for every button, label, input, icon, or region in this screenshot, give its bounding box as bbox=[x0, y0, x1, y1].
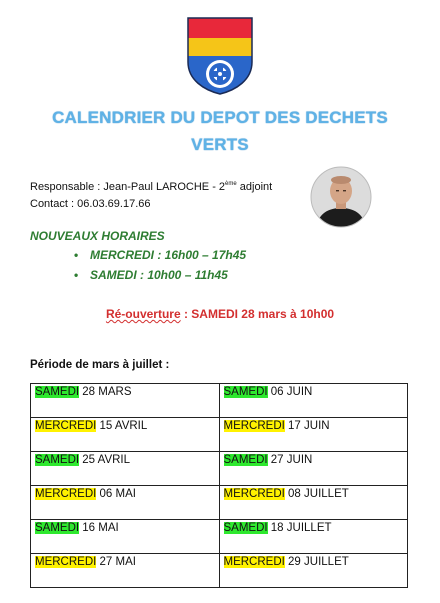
schedule-table bbox=[30, 383, 408, 588]
table-row bbox=[31, 554, 408, 588]
hours-item-text: SAMEDI : 10h00 – 11h45 bbox=[90, 268, 228, 282]
date-label: 18 JUILLET bbox=[267, 522, 332, 534]
date-label: 08 JUILLET bbox=[284, 488, 349, 500]
day-label: MERCREDI bbox=[223, 556, 285, 568]
hours-item-mercredi bbox=[74, 248, 246, 262]
schedule-cell bbox=[219, 486, 408, 520]
table-row bbox=[31, 418, 408, 452]
day-label: SAMEDI bbox=[223, 454, 268, 466]
page-title-line-1: CALENDRIER DU DEPOT DES DECHETS bbox=[52, 108, 388, 127]
day-label: SAMEDI bbox=[223, 386, 268, 398]
day-label: MERCREDI bbox=[223, 420, 285, 432]
person-photo bbox=[310, 166, 372, 228]
responsible-prefix: Responsable : Jean-Paul LAROCHE - 2 bbox=[30, 181, 226, 193]
day-label: SAMEDI bbox=[35, 522, 80, 534]
date-label: 28 MARS bbox=[79, 386, 132, 398]
date-label: 27 JUIN bbox=[267, 454, 313, 466]
reopening-notice bbox=[0, 307, 440, 321]
table-row bbox=[31, 452, 408, 486]
date-label: 15 AVRIL bbox=[96, 420, 148, 432]
day-label: SAMEDI bbox=[223, 522, 268, 534]
date-label: 29 JUILLET bbox=[284, 556, 349, 568]
day-label: MERCREDI bbox=[35, 420, 97, 432]
day-label: MERCREDI bbox=[35, 556, 97, 568]
schedule-cell bbox=[219, 384, 408, 418]
date-label: 25 AVRIL bbox=[79, 454, 131, 466]
page-title-line-2: VERTS bbox=[191, 135, 249, 154]
schedule-cell bbox=[31, 384, 220, 418]
schedule-cell bbox=[31, 452, 220, 486]
schedule-cell bbox=[219, 520, 408, 554]
date-label: 17 JUIN bbox=[284, 420, 330, 432]
reopening-text: : SAMEDI 28 mars à 10h00 bbox=[180, 307, 335, 321]
responsible-suffix: adjoint bbox=[236, 181, 273, 193]
bullet-icon: • bbox=[74, 268, 79, 282]
date-label: 06 JUIN bbox=[267, 386, 313, 398]
responsible-line bbox=[30, 181, 272, 193]
date-label: 27 MAI bbox=[96, 556, 136, 568]
schedule-cell bbox=[219, 452, 408, 486]
table-row bbox=[31, 520, 408, 554]
contact-line: Contact : 06.03.69.17.66 bbox=[30, 198, 151, 210]
coat-of-arms-icon bbox=[186, 16, 254, 96]
schedule-cell bbox=[31, 486, 220, 520]
schedule-cell bbox=[31, 520, 220, 554]
period-heading: Période de mars à juillet : bbox=[30, 359, 170, 371]
day-label: MERCREDI bbox=[223, 488, 285, 500]
schedule-cell bbox=[31, 418, 220, 452]
schedule-cell bbox=[219, 418, 408, 452]
hours-item-samedi bbox=[74, 268, 228, 282]
table-row bbox=[31, 384, 408, 418]
day-label: SAMEDI bbox=[35, 454, 80, 466]
date-label: 06 MAI bbox=[96, 488, 136, 500]
schedule-cell bbox=[219, 554, 408, 588]
table-row bbox=[31, 486, 408, 520]
hours-heading: NOUVEAUX HORAIRES bbox=[30, 229, 165, 243]
reopening-label: Ré-ouverture bbox=[105, 307, 181, 321]
responsible-superscript: ème bbox=[225, 181, 237, 187]
hours-item-text: MERCREDI : 16h00 – 17h45 bbox=[90, 248, 247, 262]
schedule-cell bbox=[31, 554, 220, 588]
day-label: SAMEDI bbox=[35, 386, 80, 398]
day-label: MERCREDI bbox=[35, 488, 97, 500]
date-label: 16 MAI bbox=[79, 522, 119, 534]
bullet-icon: • bbox=[74, 248, 79, 262]
